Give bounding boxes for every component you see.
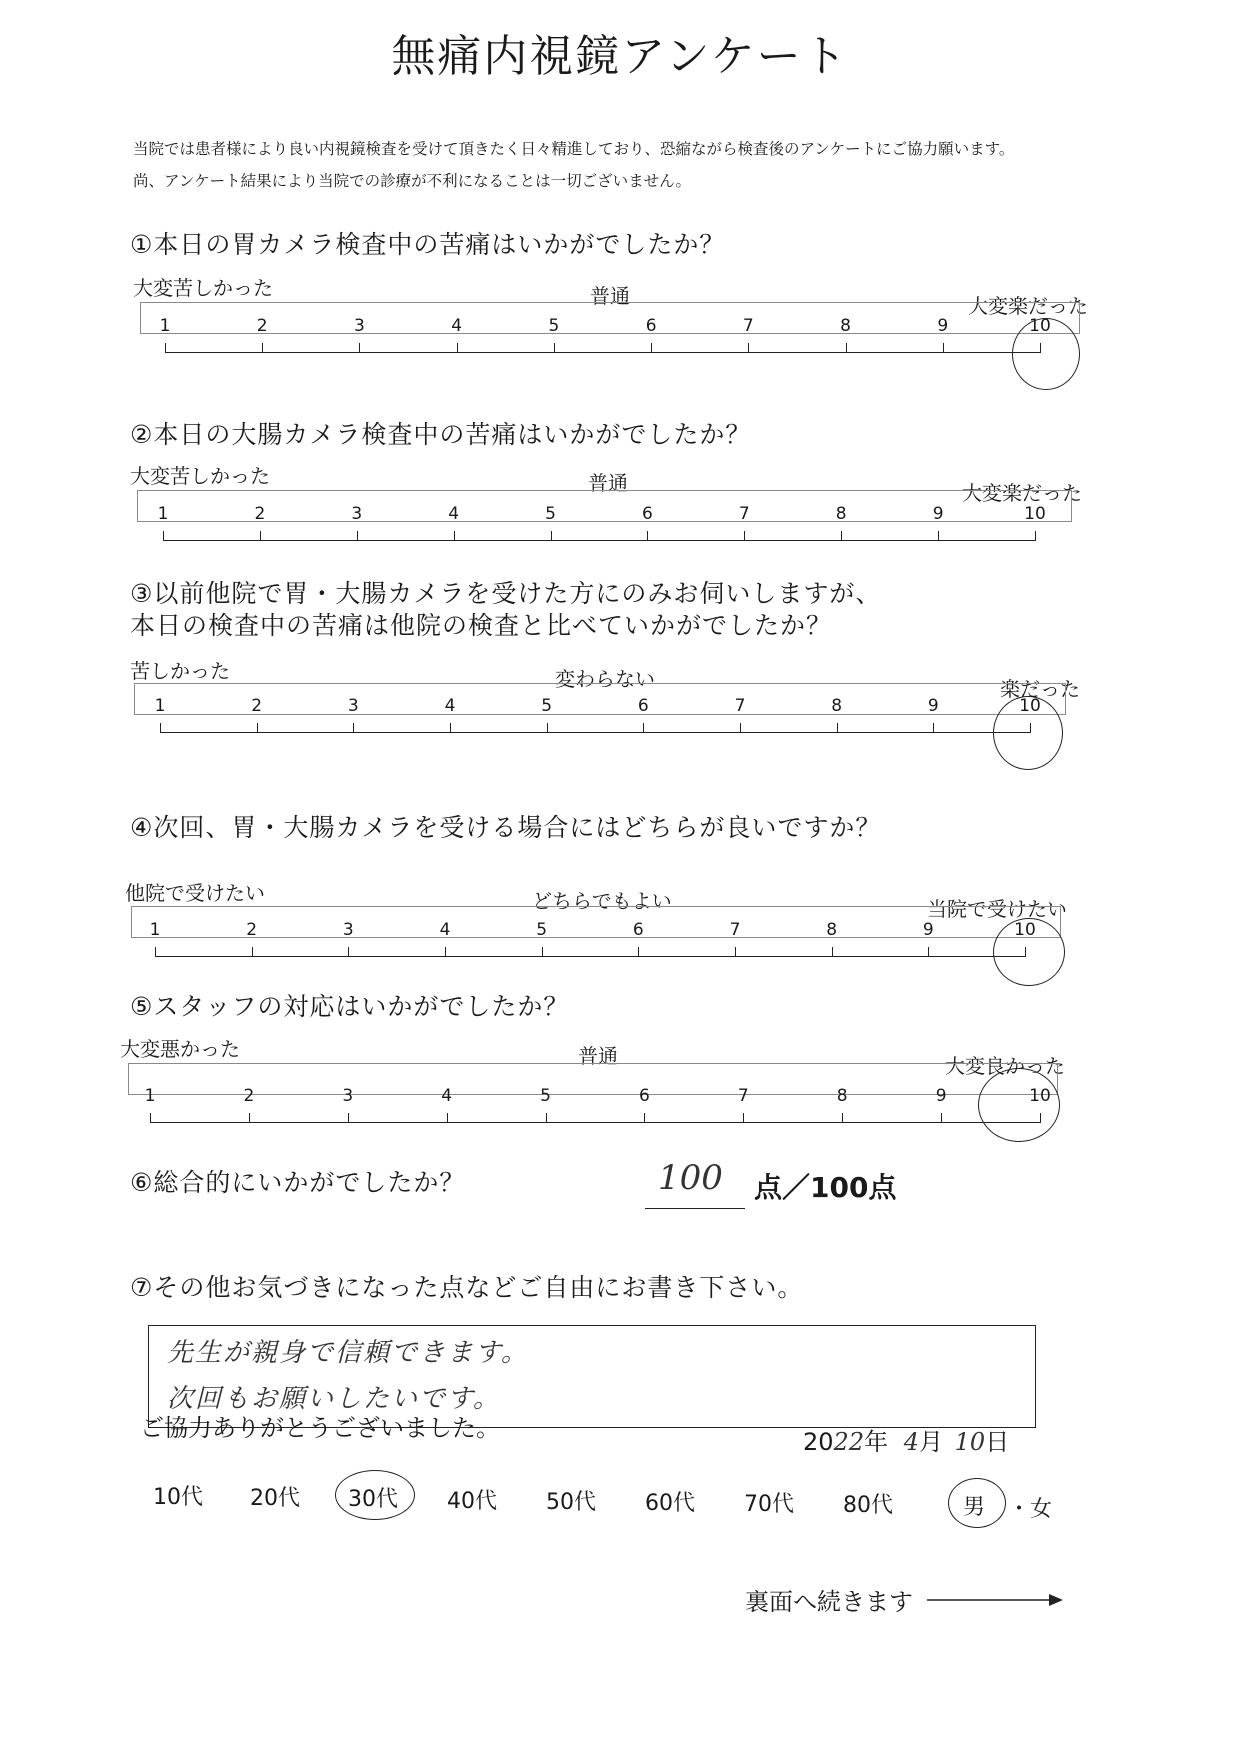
age-10s: 10代 — [153, 1485, 203, 1510]
q4-scale-axis — [149, 920, 1036, 957]
q1-tick-5 — [554, 343, 555, 353]
survey-title: 無痛内視鏡アンケート — [391, 31, 849, 82]
q5-right-label: 大変良かった — [945, 1054, 1065, 1078]
q1-scale-number-9: 9 — [937, 316, 949, 336]
q2-tick-4 — [454, 531, 455, 541]
q2-scale-number-7: 7 — [738, 504, 750, 524]
q4-answer-circle — [993, 918, 1065, 986]
q5-scale-number-1: 1 — [144, 1086, 156, 1106]
q5-scale-number-2: 2 — [243, 1086, 255, 1106]
q1-tick-9 — [943, 343, 944, 353]
q3-right-label: 楽だった — [1000, 677, 1080, 701]
q4-tick-5 — [542, 947, 543, 957]
q5-scale-number-8: 8 — [836, 1086, 848, 1106]
q1-mid-label: 普通 — [590, 284, 630, 308]
score-suffix: 点／100点 — [754, 1171, 897, 1204]
q4-tick-2 — [252, 947, 253, 957]
q5-scale-number-10: 10 — [1029, 1086, 1051, 1106]
q3-scale-axis — [154, 696, 1041, 733]
q5-tick-3 — [348, 1113, 349, 1123]
q5-left-label: 大変悪かった — [120, 1037, 240, 1061]
q1-scale-number-3: 3 — [354, 316, 365, 336]
q1-scale-number-8: 8 — [840, 316, 851, 336]
q2-scale-number-2: 2 — [254, 504, 266, 524]
comment-line-1: 先生が親身で信頼できます。 — [167, 1338, 529, 1368]
q2-scale-axis — [157, 504, 1046, 541]
q1-scale-number-4: 4 — [451, 316, 463, 336]
continue-text: 裏面へ続きます — [745, 1588, 913, 1616]
q2-scale-number-1: 1 — [157, 504, 169, 524]
q3-tick-4 — [450, 723, 451, 733]
q5-tick-9 — [941, 1113, 942, 1123]
q5-scale-number-4: 4 — [441, 1086, 453, 1106]
q4-tick-8 — [832, 947, 833, 957]
q4-right-label: 当院で受けたい — [927, 897, 1067, 921]
q4-scale-number-2: 2 — [246, 920, 258, 940]
q3-tick-9 — [933, 723, 934, 733]
q3-scale-number-10: 10 — [1019, 696, 1041, 716]
q3-answer-circle — [993, 696, 1063, 770]
q3-scale-number-4: 4 — [444, 696, 456, 716]
q1-scale-number-2: 2 — [256, 316, 268, 336]
date-year-written: 22 — [833, 1428, 865, 1456]
q3-scale-number-7: 7 — [734, 696, 746, 716]
q5-tick-1 — [150, 1113, 151, 1123]
q2-mid-label: 普通 — [588, 471, 628, 495]
question-7: ⑦その他お気づきになった点などご自由にお書き下さい。 — [130, 1273, 804, 1302]
q2-tick-5 — [551, 531, 552, 541]
gender-selected-circle — [948, 1478, 1006, 1528]
intro-line-1: 当院では患者様により良い内視鏡検査を受けて頂きたく日々精進しており、恐縮ながら検査後のアンケートにご協力願います。 — [133, 140, 1015, 158]
age-80s: 80代 — [843, 1493, 893, 1518]
date-day: 10 — [954, 1428, 986, 1456]
q3-tick-8 — [837, 723, 838, 733]
q4-scale-number-1: 1 — [149, 920, 161, 940]
q4-tick-1 — [155, 947, 156, 957]
continue-arrow-icon — [925, 1590, 1065, 1610]
q3-tick-3 — [353, 723, 354, 733]
gender-separator: ・ — [1008, 1497, 1031, 1522]
q1-tick-6 — [651, 343, 652, 353]
q1-scale-number-6: 6 — [645, 316, 657, 336]
q2-scale-number-9: 9 — [932, 504, 944, 524]
age-40s: 40代 — [447, 1489, 497, 1514]
q1-tick-4 — [457, 343, 458, 353]
q4-mid-label: どちらでもよい — [532, 889, 672, 913]
comment-line-2: 次回もお願いしたいです。 — [167, 1384, 501, 1414]
q4-tick-4 — [445, 947, 446, 957]
q5-scale-number-9: 9 — [935, 1086, 947, 1106]
q1-tick-2 — [262, 343, 263, 353]
date-month: 4 — [903, 1428, 920, 1456]
q5-tick-4 — [447, 1113, 448, 1123]
q5-tick-5 — [546, 1113, 547, 1123]
q3-tick-2 — [257, 723, 258, 733]
thanks-text: ご協力ありがとうございました。 — [140, 1414, 500, 1442]
q1-scale-axis — [159, 316, 1051, 353]
date-year-prefix: 20 — [803, 1428, 834, 1456]
question-6: ⑥総合的にいかがでしたか？ — [130, 1168, 466, 1197]
date-year-suffix: 年 — [864, 1428, 889, 1456]
q1-tick-7 — [748, 343, 749, 353]
q5-scale-number-6: 6 — [639, 1086, 650, 1106]
age-20s: 20代 — [250, 1486, 300, 1511]
q3-mid-label: 変わらない — [555, 667, 655, 691]
q3-scale-number-2: 2 — [251, 696, 263, 716]
q1-scale-number-10: 10 — [1029, 316, 1051, 336]
q2-scale-number-8: 8 — [835, 504, 847, 524]
q3-left-label: 苦しかった — [130, 659, 230, 683]
q3-tick-6 — [643, 723, 644, 733]
q2-tick-9 — [938, 531, 939, 541]
q5-scale-box — [128, 1063, 1058, 1095]
question-3-line-2: 本日の検査中の苦痛は他院の検査と比べていかがでしたか？ — [130, 611, 833, 640]
age-60s: 60代 — [645, 1491, 695, 1516]
q1-tick-1 — [165, 343, 166, 353]
q4-scale-number-7: 7 — [729, 920, 741, 940]
survey-date — [803, 1422, 1009, 1457]
q3-tick-1 — [160, 723, 161, 733]
question-3-line-1: ③以前他院で胃・大腸カメラを受けた方にのみお伺いしますが、 — [130, 579, 882, 608]
q2-tick-10 — [1035, 531, 1036, 541]
total-score: 100 — [658, 1158, 723, 1198]
q2-tick-7 — [744, 531, 745, 541]
q2-tick-3 — [357, 531, 358, 541]
age-30s: 30代 — [348, 1487, 398, 1512]
gender-female: 女 — [1030, 1497, 1053, 1522]
q5-tick-8 — [842, 1113, 843, 1123]
q1-right-label: 大変楽だった — [968, 294, 1088, 318]
q3-scale-number-9: 9 — [927, 696, 939, 716]
q4-scale-number-10: 10 — [1014, 920, 1036, 940]
q3-scale-number-8: 8 — [831, 696, 843, 716]
q2-scale-number-3: 3 — [351, 504, 363, 524]
q4-scale-box — [131, 906, 1061, 938]
q1-scale-number-7: 7 — [742, 316, 754, 336]
q2-scale-number-6: 6 — [642, 504, 653, 524]
q5-answer-circle — [978, 1068, 1060, 1142]
q1-left-label: 大変苦しかった — [133, 276, 273, 300]
q1-tick-8 — [846, 343, 847, 353]
q2-tick-1 — [163, 531, 164, 541]
q1-tick-3 — [359, 343, 360, 353]
q5-scale-number-5: 5 — [540, 1086, 551, 1106]
q2-tick-6 — [647, 531, 648, 541]
q5-tick-2 — [249, 1113, 250, 1123]
question-2: ②本日の大腸カメラ検査中の苦痛はいかがでしたか？ — [130, 420, 752, 449]
age-selected-circle — [335, 1470, 415, 1520]
date-day-suffix: 日 — [985, 1428, 1010, 1456]
q3-tick-5 — [547, 723, 548, 733]
q4-scale-number-6: 6 — [632, 920, 644, 940]
q4-scale-number-4: 4 — [439, 920, 451, 940]
q4-tick-3 — [348, 947, 349, 957]
q4-scale-number-5: 5 — [536, 920, 548, 940]
q5-tick-6 — [644, 1113, 645, 1123]
q5-scale-number-7: 7 — [737, 1086, 749, 1106]
q2-right-label: 大変楽だった — [962, 481, 1082, 505]
q2-left-label: 大変苦しかった — [130, 464, 270, 488]
q3-scale-box — [134, 683, 1066, 715]
q4-scale-number-9: 9 — [922, 920, 934, 940]
question-4: ④次回、胃・大腸カメラを受ける場合にはどちらが良いですか？ — [130, 813, 882, 842]
q5-tick-7 — [743, 1113, 744, 1123]
q1-scale-number-5: 5 — [548, 316, 560, 336]
q5-scale-axis — [144, 1086, 1051, 1123]
age-70s: 70代 — [744, 1492, 794, 1517]
q3-scale-number-1: 1 — [154, 696, 166, 716]
q4-scale-number-3: 3 — [342, 920, 354, 940]
q1-answer-circle — [1012, 318, 1080, 390]
q4-left-label: 他院で受けたい — [125, 881, 265, 905]
q5-scale-number-3: 3 — [342, 1086, 354, 1106]
q1-scale-number-1: 1 — [159, 316, 171, 336]
question-5: ⑤スタッフの対応はいかがでしたか？ — [130, 992, 570, 1021]
date-month-suffix: 月 — [919, 1428, 944, 1456]
q4-scale-number-8: 8 — [826, 920, 838, 940]
q2-scale-number-5: 5 — [545, 504, 556, 524]
q3-scale-number-5: 5 — [541, 696, 553, 716]
q2-tick-2 — [260, 531, 261, 541]
gender-male: 男 — [963, 1495, 986, 1520]
q4-tick-9 — [928, 947, 929, 957]
q2-scale-number-4: 4 — [448, 504, 460, 524]
q4-tick-7 — [735, 947, 736, 957]
question-1: ①本日の胃カメラ検査中の苦痛はいかがでしたか？ — [130, 230, 726, 259]
q2-tick-8 — [841, 531, 842, 541]
age-50s: 50代 — [546, 1490, 596, 1515]
q3-tick-7 — [740, 723, 741, 733]
score-underline — [645, 1208, 745, 1209]
q5-mid-label: 普通 — [578, 1044, 618, 1068]
q3-scale-number-6: 6 — [637, 696, 649, 716]
q2-scale-number-10: 10 — [1024, 504, 1046, 524]
q4-tick-6 — [638, 947, 639, 957]
intro-line-2: 尚、アンケート結果により当院での診療が不利になることは一切ございません。 — [133, 172, 692, 190]
q3-scale-number-3: 3 — [347, 696, 359, 716]
